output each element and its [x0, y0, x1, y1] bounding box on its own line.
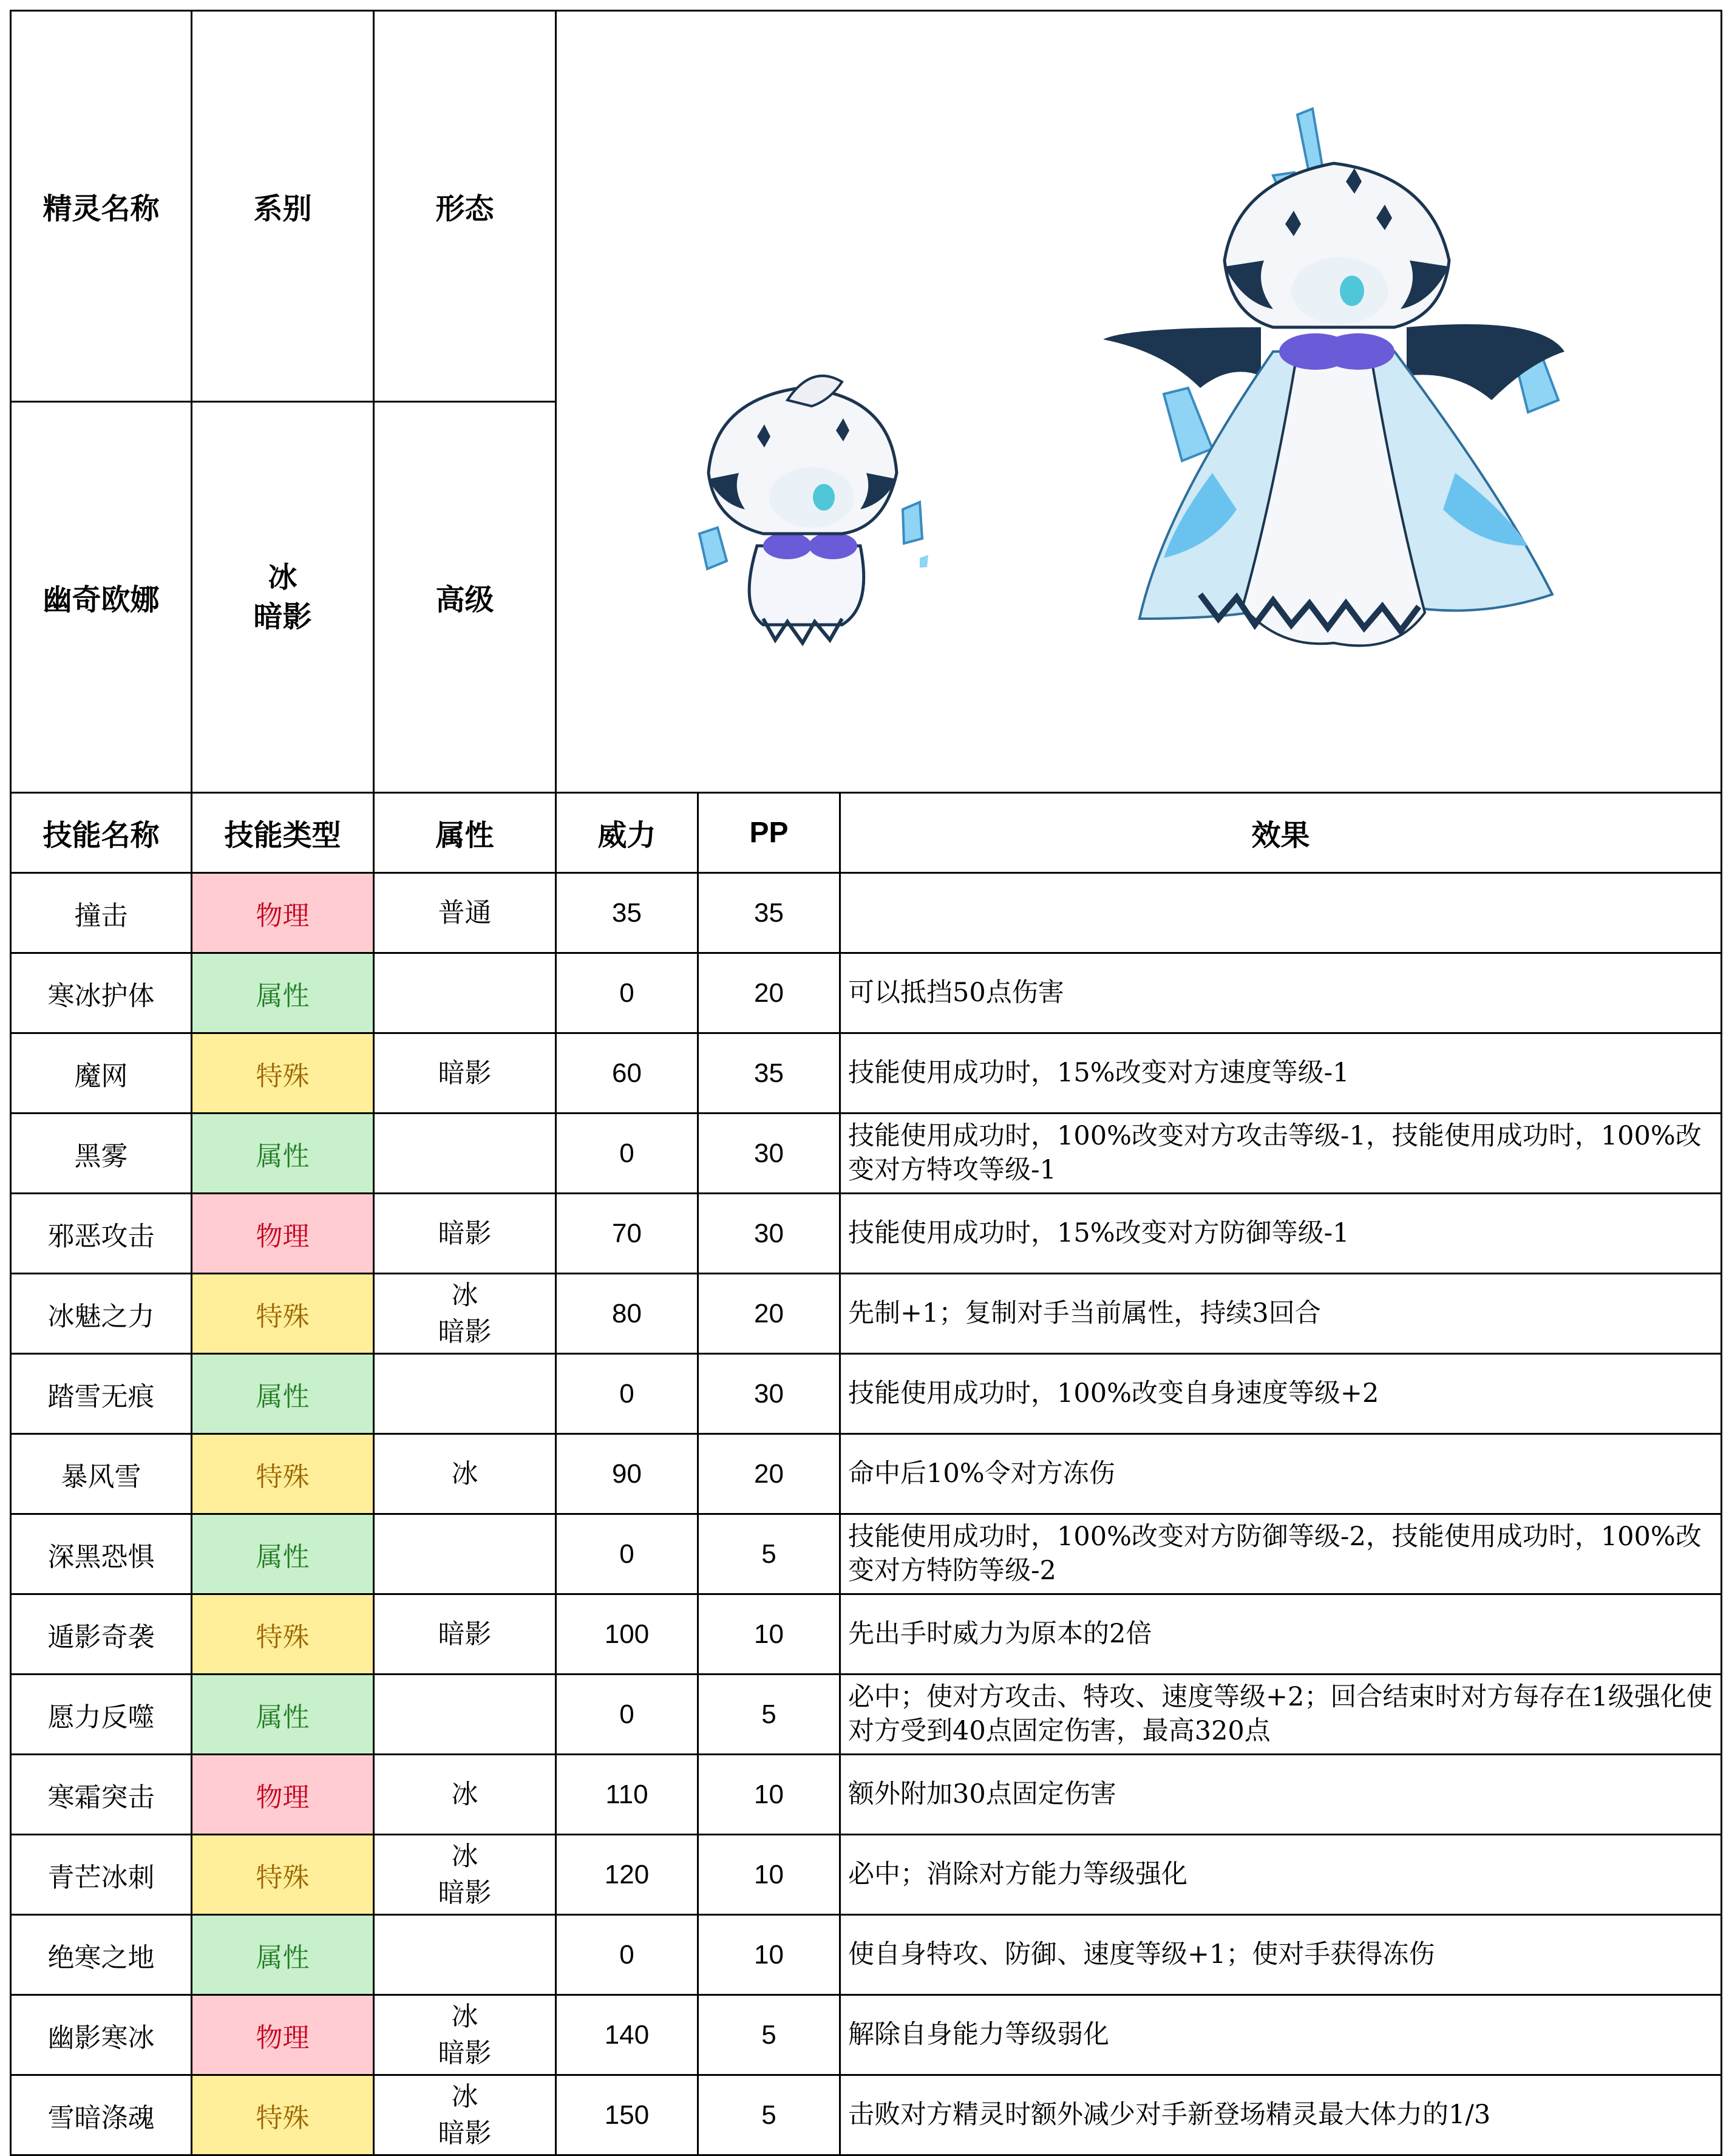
pet-types	[192, 402, 374, 793]
skill-effect: 使自身特攻、防御、速度等级+1；使对手获得冻伤	[840, 1915, 1722, 1995]
skill-element	[374, 1835, 556, 1915]
skill-element	[374, 1675, 556, 1755]
skill-row	[11, 1755, 1722, 1835]
skill-element	[374, 2075, 556, 2155]
skill-name: 遁影奇袭	[11, 1594, 192, 1675]
pet-form: 高级	[374, 402, 556, 793]
skill-element-header: 属性	[374, 793, 556, 873]
skill-name-header: 技能名称	[11, 793, 192, 873]
skill-element-value: 暗影	[438, 1217, 492, 1249]
skill-element-value: 暗影	[438, 2037, 492, 2069]
skill-element-value: 暗影	[438, 1057, 492, 1089]
skill-element	[374, 1915, 556, 1995]
skill-element	[374, 1194, 556, 1274]
pet-name: 幽奇欧娜	[11, 402, 192, 793]
skill-name: 绝寒之地	[11, 1915, 192, 1995]
skill-category: 物理	[192, 1755, 374, 1835]
type-label: 系别	[192, 11, 374, 402]
skill-name: 邪恶攻击	[11, 1194, 192, 1274]
skill-power: 120	[556, 1835, 698, 1915]
skill-category: 属性	[192, 1114, 374, 1194]
skill-element-value: 冰	[451, 1778, 478, 1810]
skill-row	[11, 1835, 1722, 1915]
skill-pp: 10	[698, 1915, 840, 1995]
skill-power: 0	[556, 1675, 698, 1755]
skill-element-value: 普通	[438, 897, 492, 928]
skill-element	[374, 1033, 556, 1114]
skill-effect: 技能使用成功时，100%改变对方攻击等级-1，技能使用成功时，100%改变对方特攻等级-1	[840, 1114, 1722, 1194]
skill-pp: 5	[698, 2075, 840, 2155]
skill-name: 踏雪无痕	[11, 1354, 192, 1434]
skill-effect: 解除自身能力等级弱化	[840, 1995, 1722, 2075]
pet-type-2: 暗影	[253, 599, 312, 634]
form-label: 形态	[374, 11, 556, 402]
skill-element-value: 暗影	[438, 2117, 492, 2149]
skill-category: 特殊	[192, 1594, 374, 1675]
skill-power: 60	[556, 1033, 698, 1114]
skill-effect: 额外附加30点固定伤害	[840, 1755, 1722, 1835]
skill-element-value: 暗影	[438, 1316, 492, 1347]
skill-category: 属性	[192, 1514, 374, 1594]
skill-power: 100	[556, 1594, 698, 1675]
skill-element	[374, 1594, 556, 1675]
skill-row	[11, 1354, 1722, 1434]
skill-power: 35	[556, 873, 698, 953]
skill-pp: 10	[698, 1594, 840, 1675]
skill-pp: 30	[698, 1114, 840, 1194]
skill-effect: 可以抵挡50点伤害	[840, 953, 1722, 1033]
skill-row	[11, 873, 1722, 953]
skill-category: 特殊	[192, 1274, 374, 1354]
skill-category-header: 技能类型	[192, 793, 374, 873]
skill-power: 0	[556, 1514, 698, 1594]
skill-name: 魔网	[11, 1033, 192, 1114]
skill-name: 寒霜突击	[11, 1755, 192, 1835]
skill-pp: 5	[698, 1995, 840, 2075]
skill-row	[11, 1915, 1722, 1995]
skill-name: 冰魅之力	[11, 1274, 192, 1354]
skill-effect: 必中；消除对方能力等级强化	[840, 1835, 1722, 1915]
skill-row	[11, 1114, 1722, 1194]
skill-element-value: 暗影	[438, 1618, 492, 1650]
skill-row	[11, 1033, 1722, 1114]
skill-power: 110	[556, 1755, 698, 1835]
skill-power: 90	[556, 1434, 698, 1514]
skill-power: 80	[556, 1274, 698, 1354]
skill-name: 撞击	[11, 873, 192, 953]
skill-name: 深黑恐惧	[11, 1514, 192, 1594]
skill-name: 暴风雪	[11, 1434, 192, 1514]
base-form-image	[699, 376, 928, 643]
skill-effect: 技能使用成功时，15%改变对方速度等级-1	[840, 1033, 1722, 1114]
skill-pp: 20	[698, 1434, 840, 1514]
skill-row	[11, 953, 1722, 1033]
skill-power: 140	[556, 1995, 698, 2075]
skill-row	[11, 1594, 1722, 1675]
skill-category: 特殊	[192, 2075, 374, 2155]
skill-category: 特殊	[192, 1033, 374, 1114]
skill-element	[374, 873, 556, 953]
name-label: 精灵名称	[11, 11, 192, 402]
skill-element-value: 冰	[451, 1458, 478, 1489]
skill-row	[11, 1194, 1722, 1274]
skill-power: 0	[556, 1915, 698, 1995]
skill-pp: 10	[698, 1835, 840, 1915]
evolved-form-image	[1103, 109, 1564, 645]
skill-element-value: 冰	[451, 2001, 478, 2033]
skill-element	[374, 1354, 556, 1434]
skill-category: 属性	[192, 953, 374, 1033]
skill-name: 青芒冰刺	[11, 1835, 192, 1915]
skill-pp: 30	[698, 1354, 840, 1434]
skill-pp: 5	[698, 1514, 840, 1594]
skill-power: 0	[556, 1354, 698, 1434]
skill-effect: 必中；使对方攻击、特攻、速度等级+2；回合结束时对方每存在1级强化使对方受到40点固定伤害，最高320点	[840, 1675, 1722, 1755]
skill-pp: 35	[698, 873, 840, 953]
skill-pp: 20	[698, 953, 840, 1033]
skill-power: 0	[556, 1114, 698, 1194]
skill-pp: 35	[698, 1033, 840, 1114]
skill-row	[11, 1995, 1722, 2075]
skill-row	[11, 1434, 1722, 1514]
skill-name: 黑雾	[11, 1114, 192, 1194]
skill-row	[11, 1274, 1722, 1354]
skill-effect-header: 效果	[840, 793, 1722, 873]
skill-row	[11, 2075, 1722, 2155]
skill-element-value: 暗影	[438, 1877, 492, 1908]
skill-effect: 技能使用成功时，100%改变对方防御等级-2，技能使用成功时，100%改变对方特防等级-2	[840, 1514, 1722, 1594]
pet-artwork-cell	[556, 11, 1722, 793]
skill-element	[374, 1514, 556, 1594]
skill-element-value: 冰	[451, 2081, 478, 2113]
skill-element	[374, 1114, 556, 1194]
skill-name: 愿力反噬	[11, 1675, 192, 1755]
skill-element	[374, 1434, 556, 1514]
skill-element	[374, 1995, 556, 2075]
skill-category: 属性	[192, 1354, 374, 1434]
skill-category: 物理	[192, 1995, 374, 2075]
pet-info-table	[10, 10, 1722, 2156]
skill-category: 物理	[192, 873, 374, 953]
skill-effect: 击败对方精灵时额外减少对手新登场精灵最大体力的1/3	[840, 2075, 1722, 2155]
skill-element-value: 冰	[451, 1280, 478, 1311]
skill-category: 特殊	[192, 1835, 374, 1915]
skill-name: 幽影寒冰	[11, 1995, 192, 2075]
skill-effect: 技能使用成功时，100%改变自身速度等级+2	[840, 1354, 1722, 1434]
skill-name: 寒冰护体	[11, 953, 192, 1033]
skill-row	[11, 1675, 1722, 1755]
skill-category: 特殊	[192, 1434, 374, 1514]
skill-header-row	[11, 793, 1722, 873]
skill-pp: 10	[698, 1755, 840, 1835]
skill-power: 70	[556, 1194, 698, 1274]
skill-element	[374, 953, 556, 1033]
skill-element-value: 冰	[451, 1841, 478, 1872]
skill-element	[374, 1755, 556, 1835]
skill-category: 属性	[192, 1675, 374, 1755]
skill-element	[374, 1274, 556, 1354]
skill-category: 属性	[192, 1915, 374, 1995]
skill-power: 0	[556, 953, 698, 1033]
skill-category: 物理	[192, 1194, 374, 1274]
pet-artwork	[557, 12, 1722, 793]
skill-effect: 先出手时威力为原本的2倍	[840, 1594, 1722, 1675]
skill-pp-header: PP	[698, 793, 840, 873]
pet-type-1: 冰	[268, 560, 297, 594]
skill-power: 150	[556, 2075, 698, 2155]
skill-name: 雪暗涤魂	[11, 2075, 192, 2155]
skill-effect: 命中后10%令对方冻伤	[840, 1434, 1722, 1514]
skill-effect: 先制+1；复制对手当前属性，持续3回合	[840, 1274, 1722, 1354]
skill-pp: 30	[698, 1194, 840, 1274]
skill-pp: 20	[698, 1274, 840, 1354]
skill-effect: 技能使用成功时，15%改变对方防御等级-1	[840, 1194, 1722, 1274]
skill-pp: 5	[698, 1675, 840, 1755]
skill-power-header: 威力	[556, 793, 698, 873]
skill-effect	[840, 873, 1722, 953]
skill-row	[11, 1514, 1722, 1594]
